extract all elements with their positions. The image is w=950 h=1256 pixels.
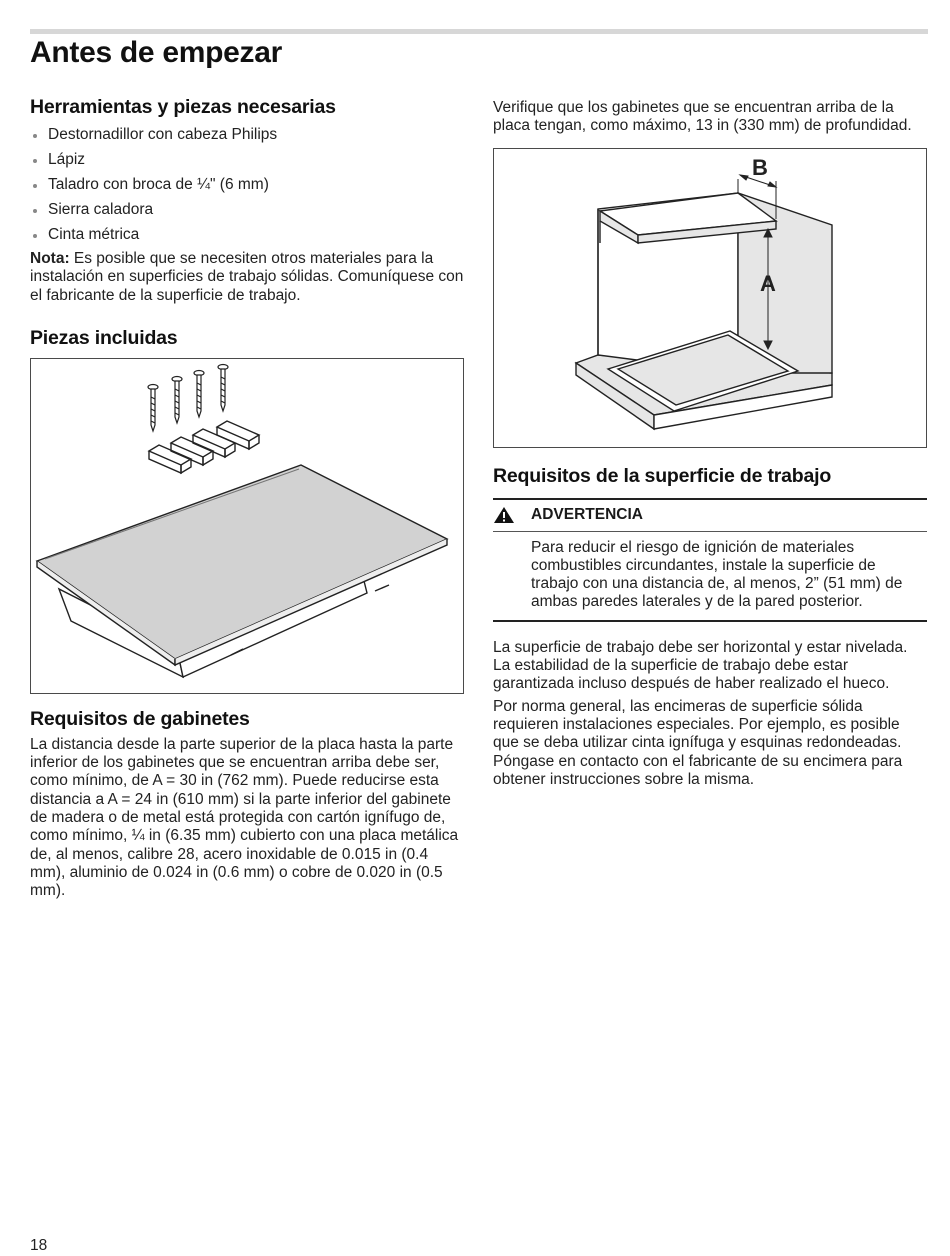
- left-column: [30, 96, 464, 901]
- cabinets-text: La distancia desde la parte superior de la placa hasta la parte inferior de los gabinetes que se encuentran arriba debe ser, como mínimo, de A = 30 in (762 mm). Puede reducirse esta distancia a A = 24 in (610 mm) si la parte inferior del gabinete de madera o de metal está protegida con cartón ignífugo de, como mínimo, ¼ in (6.35 mm) cubierto con una placa metálica de, al menos, calibre 28, acero inoxidable de 0.015 in (0.4 mm), aluminio de 0.024 in (0.6 mm) o cobre de 0.020 in (0.5 mm).: [30, 735, 459, 900]
- list-item: Cinta métrica: [30, 226, 464, 251]
- tools-heading: Herramientas y piezas necesarias: [30, 96, 336, 118]
- cabinet-clearance-illustration: [494, 149, 926, 447]
- warning-triangle-icon: [493, 506, 515, 524]
- page-title: Antes de empezar: [30, 36, 282, 69]
- cooktop-and-parts-illustration: [31, 359, 463, 693]
- parts-heading: Piezas incluidas: [30, 326, 178, 349]
- surface-para-1: La superficie de trabajo debe ser horizontal y estar nivelada. La estabilidad de la superficie de trabajo debe estar garantizada incluso después de haber realizado el hueco.: [493, 638, 908, 693]
- list-item: Taladro con broca de ¼" (6 mm): [30, 176, 464, 201]
- cabinet-depth-intro: Verifique que los gabinetes que se encuentran arriba de la placa tengan, como máximo, 13 in (330 mm) de profundidad.: [493, 99, 912, 135]
- page-number: 18: [30, 1237, 48, 1254]
- top-rule: [30, 29, 928, 34]
- list-item: Destornadillor con cabeza Philips: [30, 126, 464, 151]
- parts-figure: [30, 358, 464, 694]
- cabinets-heading: Requisitos de gabinetes: [30, 707, 250, 730]
- note-label: Nota:: [30, 250, 70, 267]
- warning-title: ADVERTENCIA: [531, 505, 643, 523]
- warning-header: [493, 506, 927, 532]
- screws: [148, 364, 228, 431]
- label-b: B: [752, 154, 768, 180]
- label-a: A: [760, 270, 776, 296]
- note-text: Es posible que se necesiten otros materiales para la instalación en superficies de trabajo sólidas. Comuníquese con el fabricante de la superficie de trabajo.: [30, 250, 464, 304]
- surface-para-2: Por norma general, las encimeras de superficie sólida requieren instalaciones especiales. Por ejemplo, es posible que se deba utilizar cinta ignífuga y esquinas redondeadas. Póngase en contacto con el fabricante de su encimera para obtener instrucciones sobre la misma.: [493, 697, 903, 788]
- warning-box: [493, 498, 927, 622]
- list-item: Sierra caladora: [30, 201, 464, 226]
- cabinet-clearance-figure: [493, 148, 927, 448]
- brackets: [149, 421, 259, 473]
- right-column: [493, 96, 927, 789]
- tools-list: [30, 126, 464, 251]
- list-item: Lápiz: [30, 151, 464, 176]
- surface-heading: Requisitos de la superficie de trabajo: [493, 464, 832, 487]
- cooktop: [37, 465, 447, 677]
- warning-text: Para reducir el riesgo de ignición de materiales combustibles circundantes, instale la superficie de trabajo con una distancia de, al menos, 2” (51 mm) de ambas paredes laterales y de la pared posterior.: [531, 538, 903, 611]
- tools-note: [30, 250, 464, 305]
